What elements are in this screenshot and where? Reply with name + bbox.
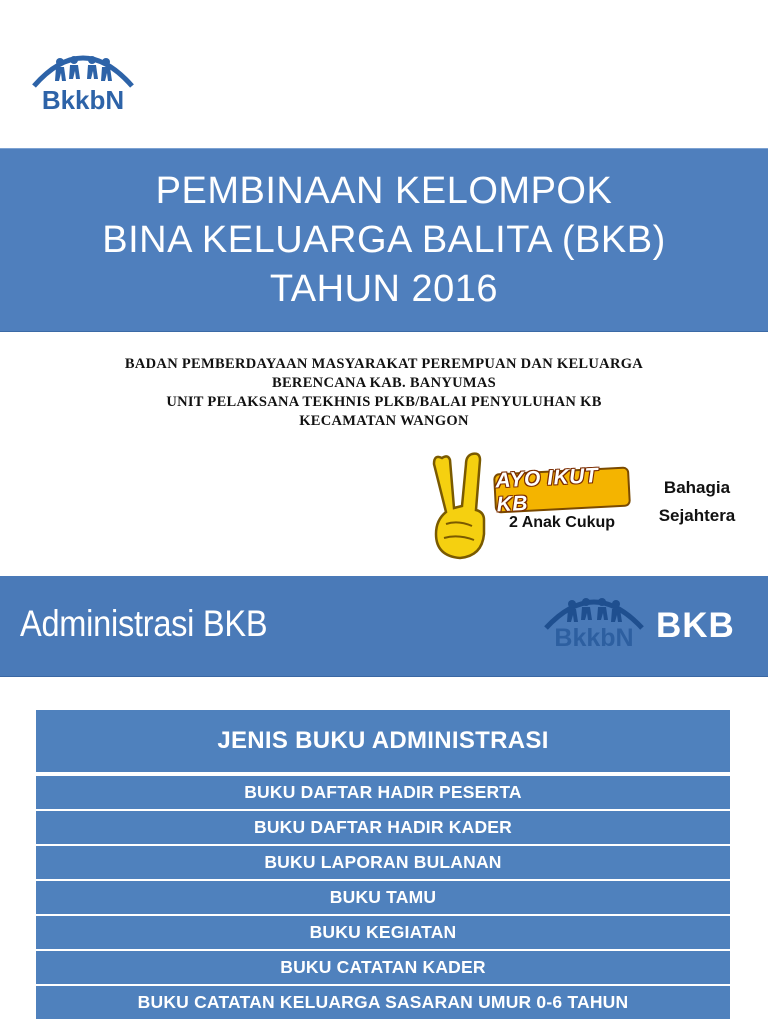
campaign-side-text [642, 474, 752, 530]
table-row: BUKU CATATAN KADER [36, 951, 730, 984]
campaign-tagline: 2 Anak Cukup [508, 514, 616, 531]
table-header: JENIS BUKU ADMINISTRASI [36, 710, 730, 774]
bkb-brand: BKB [656, 606, 735, 645]
title-line-2: BINA KELUARGA BALITA (BKB) [102, 218, 666, 261]
administrasi-header [0, 576, 768, 677]
organization-block [0, 355, 768, 431]
title-banner [0, 148, 768, 332]
ayo-ikut-kb-campaign [428, 450, 758, 565]
org-line-1: BADAN PEMBERDAYAAN MASYARAKAT PEREMPUAN DAN KELUARGA [124, 356, 644, 372]
slide-title-text: Administrasi BKB [20, 603, 268, 644]
org-line-3: UNIT PELAKSANA TEKHNIS PLKB/BALAI PENYULUHAN KB [166, 394, 602, 410]
table-row: BUKU TAMU [36, 881, 730, 914]
side-line-2: Sejahtera [658, 506, 736, 525]
org-line-2: BERENCANA KAB. BANYUMAS [271, 375, 497, 391]
table-row: BUKU KEGIATAN [36, 916, 730, 949]
administrasi-table [36, 710, 730, 1019]
logo-text: BkkbN [41, 85, 125, 115]
ayo-ikut-kb-badge: AYO IKUT KB [493, 466, 631, 513]
bkkbn-logo [30, 40, 136, 116]
people-arc-icon [30, 40, 136, 90]
table-row: BUKU LAPORAN BULANAN [36, 846, 730, 879]
table-row: BUKU DAFTAR HADIR PESERTA [36, 776, 730, 809]
logo-text: BkkbN [554, 624, 634, 652]
table-row: BUKU DAFTAR HADIR KADER [36, 811, 730, 844]
side-line-1: Bahagia [663, 478, 731, 497]
table-row: BUKU CATATAN KELUARGA SASARAN UMUR 0-6 TAHUN [36, 986, 730, 1019]
org-line-4: KECAMATAN WANGON [299, 413, 469, 429]
slide-administrasi [0, 576, 768, 1024]
title-line-3: TAHUN 2016 [269, 267, 499, 310]
title-line-1: PEMBINAAN KELOMPOK [155, 169, 613, 212]
bkkbn-logo-small [542, 584, 646, 666]
peace-hand-icon [428, 450, 492, 562]
